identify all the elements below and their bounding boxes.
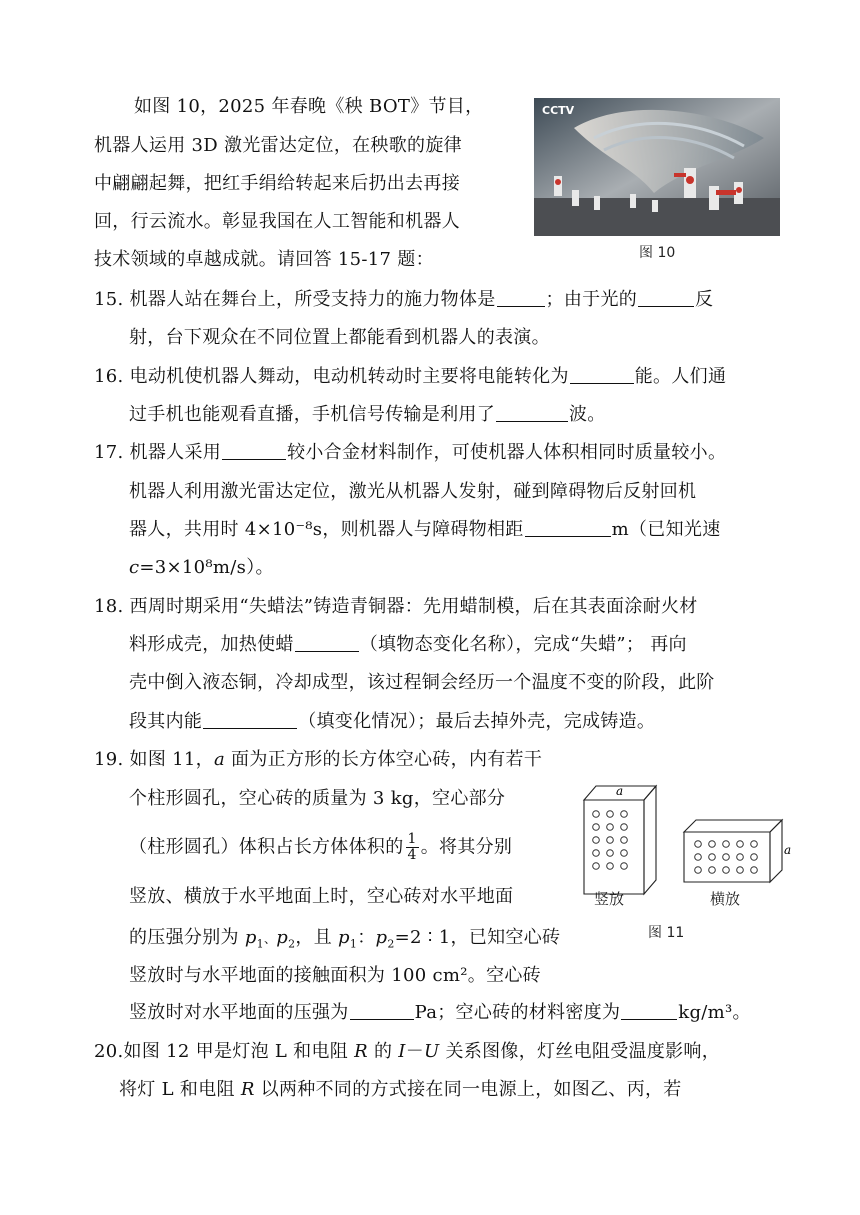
- question-19-line-3: （柱形圆孔）体积占长方体体积的 $\frac{1}{4}$ 。将其分别: [129, 831, 513, 863]
- question-17-line-2: 机器人利用激光雷达定位，激光从机器人发射，碰到障碍物后反射回机: [129, 481, 697, 502]
- intro-line-2: 机器人运用 3D 激光雷达定位，在秧歌的旋律: [94, 135, 462, 156]
- question-18-line-2: 料形成壳，加热使蜡 （填物态变化名称），完成“失蜡”； 再向: [129, 634, 687, 655]
- question-20-line-2: 将灯 L 和电阻 R 以两种不同的方式接在同一电源上，如图乙、丙，若: [119, 1079, 682, 1100]
- face-label-top: a: [616, 784, 624, 798]
- question-17-line-3: 器人，共用时 4×10⁻⁸s，则机器人与障碍物相距 m（已知光速: [129, 519, 721, 540]
- label-horizontal: 横放: [710, 890, 741, 908]
- figure-11: [580, 782, 810, 932]
- question-16-line-2: 过手机也能观看直播，手机信号传输是利用了 波。: [129, 404, 606, 425]
- question-19-line-7: 竖放时对水平地面的压强为 Pa；空心砖的材料密度为 kg/m³。: [129, 1002, 751, 1023]
- cctv-logo: CCTV: [542, 104, 575, 117]
- question-19-line-6: 竖放时与水平地面的接触面积为 100 cm²。空心砖: [129, 965, 541, 986]
- label-vertical: 竖放: [594, 890, 625, 908]
- answer-blank-19-1[interactable]: [350, 1001, 414, 1020]
- intro-line-5: 技术领域的卓越成就。请回答 15-17 题：: [94, 249, 434, 270]
- answer-blank-16-2[interactable]: [496, 403, 568, 422]
- question-19-line-4: 竖放、横放于水平地面上时，空心砖对水平地面: [129, 886, 514, 907]
- figure-10-photo: [534, 98, 780, 236]
- answer-blank-15-1[interactable]: [497, 288, 545, 307]
- answer-blank-17-1[interactable]: [222, 441, 286, 460]
- question-18-line-4: 段其内能 （填变化情况）；最后去掉外壳，完成铸造。: [129, 711, 656, 732]
- answer-blank-15-2[interactable]: [638, 288, 694, 307]
- answer-blank-16-1[interactable]: [570, 365, 634, 384]
- figure-11-caption: 图 11: [648, 925, 685, 941]
- question-15-line-1: 15. 机器人站在舞台上，所受支持力的施力物体是 ；由于光的 反: [94, 289, 714, 310]
- answer-blank-17-2[interactable]: [525, 518, 611, 537]
- intro-line-3: 中翩翩起舞，把红手绢给转起来后扔出去再接: [94, 173, 460, 194]
- answer-blank-19-2[interactable]: [621, 1001, 677, 1020]
- figure-10-caption: 图 10: [639, 245, 676, 261]
- question-19-line-1: 19. 如图 11，a 面为正方形的长方体空心砖，内有若干: [94, 749, 543, 770]
- intro-line-1: 如图 10，2025 年春晚《秧 BOT》节目，: [134, 96, 484, 117]
- question-17-line-1: 17. 机器人采用 较小合金材料制作，可使机器人体积相同时质量较小。: [94, 442, 727, 463]
- intro-line-4: 回，行云流水。彰显我国在人工智能和机器人: [94, 211, 460, 232]
- question-19-line-5: 的压强分别为 $p_1$、$p_2$，且 $p_1$：$p_2=2$ ∶ 1，已知空心砖: [129, 927, 561, 951]
- question-20-line-1: 20.如图 12 甲是灯泡 L 和电阻 R 的 I－U 关系图像，灯丝电阻受温度影响，: [94, 1041, 721, 1062]
- question-19-line-2: 个柱形圆孔，空心砖的质量为 3 kg，空心部分: [129, 788, 506, 809]
- question-17-line-4: c=3×10⁸m/s）。: [129, 557, 274, 578]
- question-16-line-1: 16. 电动机使机器人舞动，电动机转动时主要将电能转化为 能。人们通: [94, 366, 727, 387]
- face-label-side: a: [784, 843, 792, 857]
- answer-blank-18-2[interactable]: [203, 710, 297, 729]
- answer-blank-18-1[interactable]: [295, 633, 359, 652]
- question-15-line-2: 射，台下观众在不同位置上都能看到机器人的表演。: [129, 327, 550, 348]
- fraction-one-quarter: $\frac{1}{4}$: [407, 831, 417, 863]
- question-18-line-3: 壳中倒入液态铜，冷却成型，该过程铜会经历一个温度不变的阶段，此阶: [129, 672, 715, 693]
- question-18-line-1: 18. 西周时期采用“失蜡法”铸造青铜器：先用蜡制模，后在其表面涂耐火材: [94, 596, 698, 617]
